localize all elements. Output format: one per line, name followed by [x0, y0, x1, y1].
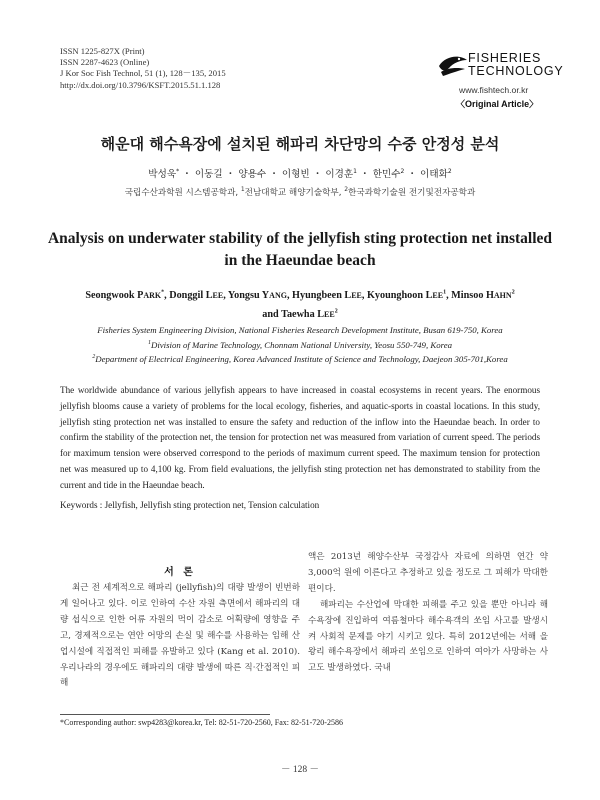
doi-link[interactable]: http://dx.doi.org/10.3796/KSFT.2015.51.1.128 [60, 79, 221, 90]
korean-author: 이태화 [420, 169, 448, 180]
korean-author-sup: * [176, 167, 180, 175]
footnote-divider [60, 714, 270, 715]
english-authors: Seongwook PARK*, Donggil LEE, Yongsu YANG, Hyungbeen LEE, Kyounghoon LEE$^1$, Minsoo HAHN$^2$ and Taewha LEE$^2$ [85, 289, 515, 320]
english-affiliation-sup-2: 2 [92, 354, 96, 361]
author-5: Kyounghoon L [366, 290, 433, 301]
author-6-sc: AHN [493, 291, 512, 300]
body-paragraph-3: 해파리는 수산업에 막대한 피해를 주고 있을 뿐만 아니라 해수욕장에 진입하여 여름철마다 해수욕객의 쏘임 사고를 발생시켜 사회적 문제를 야기 시키고 있다. 특히 2012년에는 서해 을왕리 해수욕장에서 해파리 쏘임으로 인하여 여아가 사망하는 사고도 발생하였다. 국내 [308, 599, 548, 674]
author-1-sup: * [161, 289, 165, 296]
english-affiliation-sup-1: 1 [147, 339, 151, 346]
author-6-sup: 2 [511, 289, 515, 296]
korean-affiliation-sup-2: 2 [344, 186, 349, 194]
korean-author: 이경훈 [325, 169, 354, 180]
author-7-sup: 2 [334, 308, 338, 315]
korean-authors [0, 166, 600, 180]
fish-logo-icon [437, 52, 469, 78]
issn-print: ISSN 1225-827X (Print) [60, 46, 145, 56]
english-affiliations [40, 323, 560, 367]
author-separator: ・ [357, 169, 373, 180]
page-number: － 128 － [280, 765, 319, 775]
body-right-column [308, 550, 548, 677]
logo-line-2: TECHNOLOGY [468, 64, 564, 78]
english-affiliation-3-row [40, 352, 560, 367]
author-7-sc: EE [324, 310, 335, 319]
korean-author: 이동길 [194, 169, 223, 180]
logo-line-1: FISHERIES [468, 51, 542, 65]
author-6: Minsoo H [451, 290, 494, 301]
korean-author-sup: 2 [447, 167, 452, 175]
korean-author: 박성욱 [148, 169, 177, 180]
journal-logo [437, 48, 564, 84]
korean-affiliation-1: 전남대학교 해양기술학부, [244, 188, 342, 198]
english-affiliation-1: Fisheries System Engineering Division, National Fisheries Research Development Institute, Busan 619-750, Korea [97, 325, 503, 335]
body-paragraph-2: 액은 2013년 해양수산부 국정감사 자료에 의하면 연간 약 3,000억 원에 이른다고 추정하고 있을 정도로 그 피해가 막대한 편이다. [308, 552, 548, 594]
english-affiliation-3: Department of Electrical Engineering, Korea Advanced Institute of Science and Technology, Daejeon 305-701,Korea [95, 354, 508, 364]
author-3-sc: ANG [269, 291, 287, 300]
korean-affiliation-sup-1: 1 [240, 186, 245, 194]
author-2-sc: EE [212, 291, 224, 300]
citation: J Kor Soc Fish Technol, 51 (1), 128－135, 2015 [60, 68, 226, 79]
corresponding-author-footnote: *Corresponding author: swp4283@korea.kr, Tel: 82-51-720-2560, Fax: 82-51-720-2586 [60, 718, 343, 727]
author-separator: ・ [266, 169, 282, 180]
author-separator: ・ [222, 169, 239, 180]
korean-author: 양용수 [238, 169, 267, 180]
issn-online: ISSN 2287-4623 (Online) [60, 57, 150, 68]
author-1: Seongwook P [85, 290, 144, 301]
english-affiliation-2: Division of Marine Technology, Chonnam National University, Yeosu 550-749, Korea [150, 339, 453, 350]
korean-author-sup: 2 [400, 167, 405, 175]
author-separator: ・ [309, 169, 326, 180]
author-4-sc: EE [351, 291, 362, 300]
korean-affiliation-0: 국립수산과학원 시스템공학과, [124, 188, 239, 198]
journal-meta [60, 46, 226, 91]
author-separator: ・ [179, 169, 195, 180]
author-and: and [262, 309, 279, 320]
keywords: Keywords : Jellyfish, Jellyfish sting protection net, Tension calculation [60, 500, 320, 510]
author-2: Donggil L [169, 290, 213, 301]
author-5-sc: EE [432, 291, 444, 300]
abstract: The worldwide abundance of various jellyfish appears to have increased in coastal ecosystems in recent years. The enormous jellyfish blooms cause a variety of problems for the local ecology, fisheries, and aquatic-sports in coastal locations. In this study, jellyfish sting protection net was installed to ensure the safety and reduction of the inflow into the Haeundae beach. In order to confirm the stability of the protection net, the tension for protection net was measured from variation of current speed. The periods for maximum tension were observed correspond to the periods of maximum current speed. The maximum tension for protection net was measured up to 4,100 kg. From field evaluations, the jellyfish sting protection net has demonstrated to stability from the current and tide in the Haeundae beach. [60, 385, 540, 490]
author-3: Yongsu Y [227, 290, 270, 301]
korean-affiliations [0, 186, 600, 198]
english-title: Analysis on underwater stability of the jellyfish sting protection net installed in the Haeundae beach [47, 230, 553, 269]
author-separator: ・ [404, 169, 421, 180]
author-7: Taewha L [281, 309, 325, 320]
korean-author: 이형빈 [281, 169, 310, 180]
author-4: Hyungbeen L [292, 290, 352, 301]
korean-affiliation-2: 한국과학기술원 전기및전자공학과 [348, 188, 476, 198]
korean-author-sup: 1 [353, 167, 357, 175]
author-1-sc: ARK [143, 291, 162, 300]
english-affiliation-2-row [40, 338, 560, 353]
article-type: 〈Original Article〉 [456, 99, 539, 109]
body-left-column [60, 581, 300, 692]
korean-title: 해운대 해수욕장에 설치된 해파리 차단망의 수중 안정성 분석 [100, 135, 500, 153]
body-paragraph-1: 최근 전 세계적으로 해파리 (jellyfish)의 대량 발생이 빈번하게 일어나고 있다. 이로 인하여 수산 자원 측면에서 해파리의 대량 섭식으로 인한 어류 자원의 먹이 감소로 어획량에 영향을 주고, 경제적으로는 연안 어망의 손실 및 해수를 사용하는 임해 산업시설에 직접적인 피해를 유발하고 있다 (Kang et al. 2010). 우리나라의 경우에도 해파리의 대량 발생에 따른 직·간접적인 피해 [60, 583, 300, 689]
section-heading-introduction: 서 론 [164, 567, 196, 578]
korean-author: 한민수 [372, 169, 401, 180]
author-5-sup: 1 [443, 289, 447, 296]
journal-website[interactable]: www.fishtech.or.kr [459, 85, 529, 95]
